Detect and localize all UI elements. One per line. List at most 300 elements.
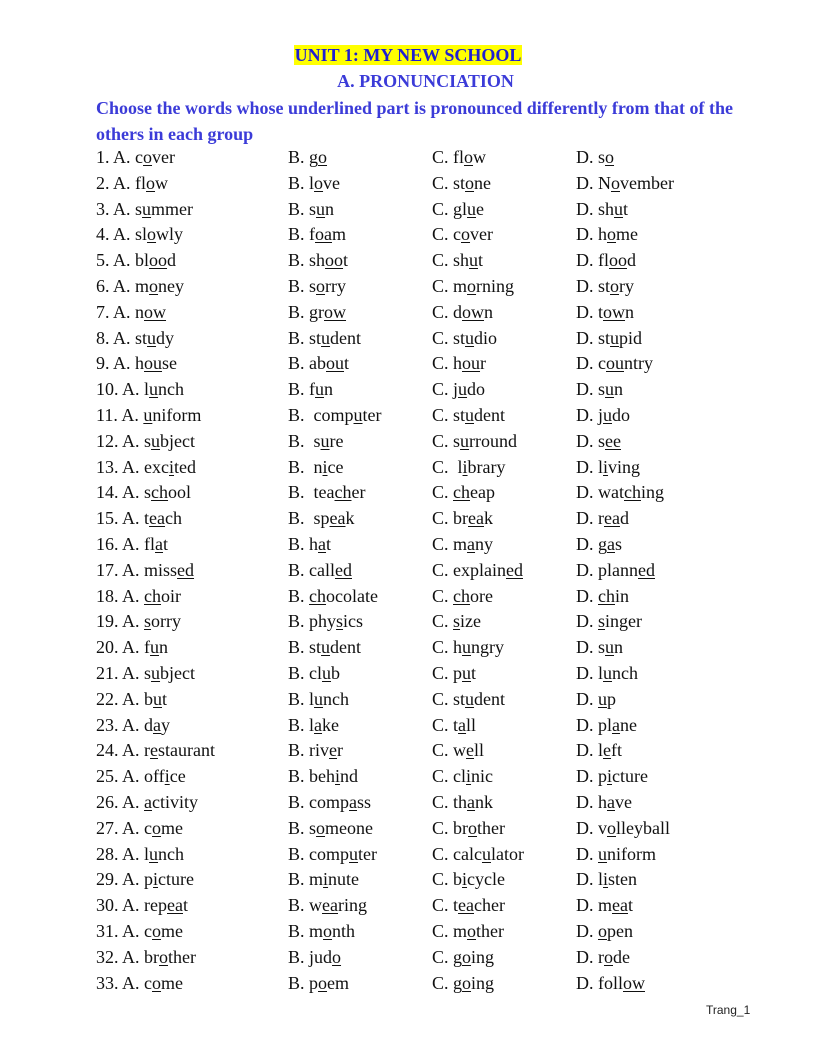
word-part: p <box>309 972 319 993</box>
option-b <box>288 764 358 790</box>
underlined-part: i <box>462 869 468 890</box>
option-b <box>288 351 349 377</box>
word-part: er <box>351 482 366 503</box>
underlined-part: i <box>335 766 341 787</box>
question-row <box>96 687 796 713</box>
option-b <box>288 867 359 893</box>
underlined-part: a <box>467 533 476 554</box>
word-part: B. <box>288 508 310 529</box>
word-part: C. <box>432 946 454 967</box>
word-part: D. <box>576 404 598 425</box>
word-part: A. <box>113 353 136 374</box>
word-part: explain <box>453 559 506 580</box>
underlined-part: oo <box>149 250 168 271</box>
option-d <box>576 171 674 197</box>
option-c <box>432 326 497 352</box>
question-row <box>96 326 796 352</box>
word-part: c <box>135 147 144 167</box>
word-part: dent <box>330 327 362 348</box>
word-part: n <box>325 198 335 219</box>
word-part: pl <box>598 714 613 735</box>
option-d <box>576 274 634 300</box>
question-row <box>96 506 796 532</box>
word-part: dy <box>156 327 175 348</box>
option-d <box>576 222 638 248</box>
word-part: comp <box>309 404 354 425</box>
option-d <box>576 326 642 352</box>
word-part: ch <box>165 508 183 529</box>
word-part: f <box>309 224 316 245</box>
option-c <box>432 842 524 868</box>
word-part: n <box>614 637 624 658</box>
word-part: 12. <box>96 430 123 451</box>
word-part: d <box>167 250 177 271</box>
underlined-part: u <box>150 637 160 658</box>
word-part: mmer <box>151 198 194 219</box>
option-c <box>432 248 483 274</box>
word-part: sh <box>453 250 470 271</box>
word-part: g <box>309 147 319 167</box>
underlined-part: ow <box>462 301 485 322</box>
option-d <box>576 506 629 532</box>
word-part: C. <box>432 688 454 709</box>
word-part: st <box>453 404 466 425</box>
question-row <box>96 635 796 661</box>
word-part: D. <box>576 611 598 632</box>
word-part: D. <box>576 147 598 167</box>
word-part: D. <box>576 920 598 941</box>
word-part: s <box>144 430 152 451</box>
question-row <box>96 558 796 584</box>
question-row <box>96 171 796 197</box>
word-part: A. <box>122 740 145 761</box>
word-part: A. <box>122 611 145 632</box>
underlined-part: ed <box>638 559 655 580</box>
underlined-part: u <box>603 662 613 683</box>
underlined-part: u <box>314 688 324 709</box>
question-row <box>96 661 796 687</box>
underlined-part: u <box>321 327 331 348</box>
option-b <box>288 274 346 300</box>
word-part: nch <box>158 379 185 400</box>
underlined-part: o <box>318 147 328 167</box>
word-part: B. <box>288 430 310 451</box>
word-part: n <box>135 301 145 322</box>
word-part: 5. <box>96 250 114 271</box>
underlined-part: ed <box>506 559 523 580</box>
option-c <box>432 351 486 377</box>
word-part: 19. <box>96 611 123 632</box>
word-part: D. <box>576 224 598 245</box>
word-part: sp <box>309 508 330 529</box>
underlined-part: a <box>318 533 327 554</box>
word-part: em <box>327 972 350 993</box>
word-part: A. <box>122 791 145 812</box>
word-part: t <box>478 250 484 271</box>
word-part: brary <box>467 456 506 477</box>
word-part: m <box>135 275 150 296</box>
word-part: st <box>309 327 322 348</box>
page-label: Trang_1 <box>706 1003 751 1017</box>
word-part: B. <box>288 198 310 219</box>
option-a <box>96 842 184 868</box>
question-row <box>96 867 796 893</box>
word-part: me <box>161 920 184 941</box>
underlined-part: a <box>314 714 323 735</box>
option-b <box>288 609 363 635</box>
option-b <box>288 558 352 584</box>
option-c <box>432 455 506 481</box>
word-part: cher <box>474 895 505 916</box>
option-c <box>432 480 495 506</box>
option-c <box>432 506 493 532</box>
underlined-part: u <box>465 404 475 425</box>
question-row <box>96 248 796 274</box>
word-part: A. <box>113 250 136 271</box>
word-part: D. <box>576 379 598 400</box>
word-part: t <box>598 301 604 322</box>
word-part: p <box>144 869 154 890</box>
option-a <box>96 661 195 687</box>
word-part: s <box>598 430 606 451</box>
word-part: B. <box>288 662 310 683</box>
word-part: A. <box>122 817 145 838</box>
underlined-part: e <box>466 740 475 761</box>
word-part: meone <box>325 817 374 838</box>
underlined-part: o <box>146 172 156 193</box>
option-d <box>576 532 622 558</box>
word-part: C. <box>432 766 454 787</box>
underlined-part: u <box>353 404 363 425</box>
word-part: call <box>309 559 335 580</box>
option-d <box>576 480 664 506</box>
word-part: st <box>453 327 466 348</box>
word-part: 31. <box>96 920 123 941</box>
word-part: 20. <box>96 637 123 658</box>
word-part: 23. <box>96 714 123 735</box>
option-a <box>96 867 194 893</box>
word-part: C. <box>432 714 454 735</box>
question-row <box>96 713 796 739</box>
option-c <box>432 558 523 584</box>
word-part: bl <box>135 250 150 271</box>
word-part: s <box>309 430 321 451</box>
word-part: 15. <box>96 508 123 529</box>
word-part: p <box>607 688 616 709</box>
word-part: foll <box>598 972 623 993</box>
question-row <box>96 764 796 790</box>
word-part: c <box>598 353 606 374</box>
word-part: A. <box>122 430 145 451</box>
word-part: t <box>453 895 459 916</box>
word-part: B. <box>288 353 310 374</box>
word-part: v <box>598 817 607 838</box>
underlined-part: a <box>607 791 615 812</box>
word-part: B. <box>288 275 310 296</box>
question-row <box>96 145 796 171</box>
word-part: d <box>453 301 463 322</box>
option-a <box>96 687 167 713</box>
word-part: 7. <box>96 301 114 322</box>
word-part: rround <box>469 430 518 451</box>
word-part: 8. <box>96 327 114 348</box>
question-row <box>96 351 796 377</box>
option-c <box>432 403 505 429</box>
underlined-part: o <box>610 275 620 296</box>
option-b <box>288 145 327 171</box>
word-part: A. <box>122 920 145 941</box>
word-part: fl <box>453 147 465 167</box>
word-part: B. <box>288 379 310 400</box>
option-b <box>288 584 378 610</box>
underlined-part: ea <box>322 895 338 916</box>
word-part: ctivity <box>152 791 199 812</box>
word-part: c <box>453 224 462 245</box>
option-b <box>288 816 373 842</box>
underlined-part: a <box>612 714 621 735</box>
question-row <box>96 300 796 326</box>
underlined-part: a <box>467 791 476 812</box>
word-part: C. <box>432 250 454 271</box>
word-part: C. <box>432 817 454 838</box>
word-part: n <box>324 379 334 400</box>
word-part: phy <box>309 611 337 632</box>
word-part: exc <box>144 456 169 477</box>
word-part: A. <box>122 533 145 554</box>
word-part: st <box>598 275 611 296</box>
word-part: C. <box>432 404 454 425</box>
question-row <box>96 816 796 842</box>
underlined-part: o <box>462 946 472 967</box>
option-b <box>288 222 346 248</box>
option-a <box>96 609 181 635</box>
option-a <box>96 222 183 248</box>
underlined-part: i <box>169 456 175 477</box>
option-d <box>576 919 633 945</box>
word-part: ss <box>357 791 372 812</box>
word-part: 6. <box>96 275 114 296</box>
word-part: pid <box>619 327 643 348</box>
word-part: oir <box>161 585 182 606</box>
underlined-part: a <box>349 791 358 812</box>
word-part: A. <box>121 404 144 425</box>
underlined-part: o <box>467 920 477 941</box>
option-b <box>288 300 346 326</box>
word-part: l <box>598 740 604 761</box>
underlined-part: u <box>321 637 331 658</box>
word-part: C. <box>432 533 454 554</box>
word-part: ngry <box>471 637 505 658</box>
word-part: rry <box>325 275 347 296</box>
word-part: C. <box>432 559 454 580</box>
option-c <box>432 893 505 919</box>
option-b <box>288 171 340 197</box>
word-part: n <box>309 456 323 477</box>
underlined-part: u <box>316 198 326 219</box>
word-part: sl <box>135 224 148 245</box>
word-part: comp <box>309 791 350 812</box>
word-part: 4. <box>96 224 114 245</box>
word-part: n <box>614 379 624 400</box>
word-part: nch <box>158 843 185 864</box>
word-part: A. <box>122 843 145 864</box>
word-part: C. <box>432 327 454 348</box>
underlined-part: o <box>147 224 157 245</box>
underlined-part: ea <box>149 508 166 529</box>
word-part: A. <box>122 379 145 400</box>
word-part: nute <box>328 869 360 890</box>
option-d <box>576 842 656 868</box>
word-part: niform <box>607 843 656 864</box>
word-part: l <box>309 172 315 193</box>
word-part: r <box>480 353 487 374</box>
word-part: ted <box>174 456 197 477</box>
underlined-part: ow <box>144 301 167 322</box>
word-part: D. <box>576 353 598 374</box>
underlined-part: ed <box>177 559 195 580</box>
option-a <box>96 558 194 584</box>
word-part: C. <box>432 972 454 993</box>
word-part: lator <box>490 843 524 864</box>
option-d <box>576 661 638 687</box>
word-part: de <box>613 946 630 967</box>
option-d <box>576 197 628 223</box>
option-d <box>576 738 622 764</box>
question-row <box>96 455 796 481</box>
word-part: me <box>161 972 184 993</box>
option-b <box>288 248 348 274</box>
word-part: b <box>331 662 341 683</box>
word-part: C. <box>432 224 454 245</box>
word-part: A. <box>122 585 145 606</box>
word-part: d <box>627 250 636 271</box>
word-part: cture <box>612 766 648 787</box>
underlined-part: u <box>458 379 468 400</box>
word-part: B. <box>288 611 310 632</box>
word-part: ve <box>615 791 632 812</box>
underlined-part: ch <box>151 482 169 503</box>
word-part: t <box>162 688 168 709</box>
word-part: ing <box>471 946 495 967</box>
underlined-part: u <box>142 198 152 219</box>
word-part: j <box>598 404 604 425</box>
option-d <box>576 584 629 610</box>
word-part: C. <box>432 379 454 400</box>
word-part: h <box>453 637 463 658</box>
underlined-part: i <box>322 456 328 477</box>
option-c <box>432 790 493 816</box>
underlined-part: o <box>607 224 616 245</box>
word-part: B. <box>288 533 310 554</box>
word-part: 32. <box>96 946 123 967</box>
word-part: p <box>453 662 463 683</box>
word-part: g <box>453 946 463 967</box>
word-part: C. <box>432 172 454 193</box>
word-part: A. <box>113 275 136 296</box>
underlined-part: s <box>336 611 344 632</box>
word-part: B. <box>288 456 310 477</box>
word-part: ver <box>152 147 175 167</box>
underlined-part: ch <box>598 585 615 606</box>
underlined-part: u <box>153 688 163 709</box>
underlined-part: o <box>323 920 333 941</box>
option-a <box>96 584 181 610</box>
underlined-part: ch <box>453 585 471 606</box>
unit-title: UNIT 1: MY NEW SCHOOL <box>294 45 522 65</box>
option-b <box>288 971 349 997</box>
word-part: st <box>135 327 148 348</box>
word-part: riv <box>309 740 330 761</box>
option-a <box>96 197 193 223</box>
option-b <box>288 687 349 713</box>
word-part: st <box>453 688 466 709</box>
word-part: B. <box>288 714 310 735</box>
word-part: ize <box>460 611 482 632</box>
underlined-part: u <box>151 662 161 683</box>
word-part: D. <box>576 456 598 477</box>
word-part: ntry <box>624 353 653 374</box>
option-d <box>576 609 642 635</box>
underlined-part: u <box>143 404 153 425</box>
word-part: st <box>309 637 322 658</box>
word-part: m <box>309 920 324 941</box>
option-c <box>432 429 517 455</box>
word-part: nk <box>475 791 494 812</box>
underlined-part: u <box>605 637 615 658</box>
word-part: 18. <box>96 585 123 606</box>
word-part: c <box>144 920 153 941</box>
word-part: comp <box>309 843 350 864</box>
underlined-part: o <box>159 946 169 967</box>
word-part: me <box>161 817 184 838</box>
word-part: cture <box>158 869 195 890</box>
underlined-part: i <box>603 869 609 890</box>
option-d <box>576 403 630 429</box>
word-part: ll <box>474 740 485 761</box>
word-part: B. <box>288 688 310 709</box>
question-row <box>96 584 796 610</box>
word-part: l <box>144 379 150 400</box>
option-c <box>432 687 505 713</box>
word-part: B. <box>288 972 310 993</box>
underlined-part: u <box>481 843 491 864</box>
option-c <box>432 532 493 558</box>
word-part: C. <box>432 843 454 864</box>
word-part: d <box>144 714 154 735</box>
option-b <box>288 429 344 455</box>
word-part: A. <box>113 147 136 167</box>
word-part: D. <box>576 817 598 838</box>
word-part: 24. <box>96 740 123 761</box>
word-part: l <box>453 456 463 477</box>
option-d <box>576 455 640 481</box>
word-part: wly <box>156 224 184 245</box>
word-part: A. <box>122 972 145 993</box>
word-part: t <box>453 714 459 735</box>
option-c <box>432 171 491 197</box>
word-part: B. <box>288 766 310 787</box>
word-part: n <box>159 637 169 658</box>
option-a <box>96 635 168 661</box>
word-part: D. <box>576 533 598 554</box>
underlined-part: a <box>155 533 164 554</box>
word-part: B. <box>288 946 310 967</box>
underlined-part: i <box>603 456 609 477</box>
word-part: lleyball <box>616 817 670 838</box>
word-part: ring <box>338 895 367 916</box>
word-part: r <box>598 508 604 529</box>
word-part: n <box>625 301 635 322</box>
